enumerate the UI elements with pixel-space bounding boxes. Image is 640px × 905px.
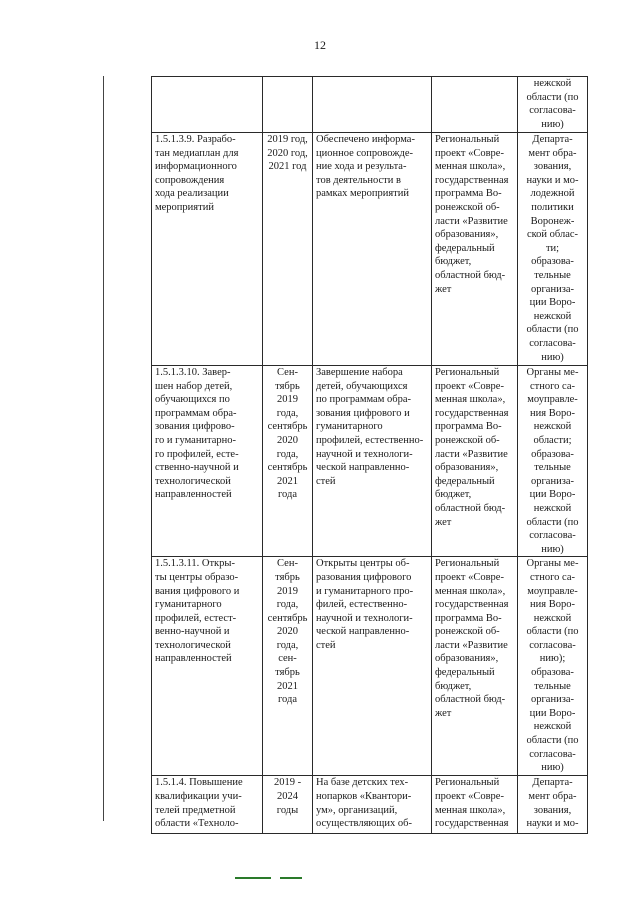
- cell-item: 1.5.1.3.10. Завер- шен набор детей, обучающихся по программам обра- зования цифрово- го и гуманитарно- го профилей, есте- ственно-научной и технологической направленностей: [152, 366, 263, 557]
- cell-result: Открыты центры об- разования цифрового и гуманитарного про- филей, естественно- научной и технологи- ческой направленно- стей: [313, 557, 432, 776]
- cell-executor: Департа- мент обра- зования, науки и мо- лодежной политики Воронеж- ской облас- ти; образова- тельные организа- ции Воро- нежской области (по согласова- нию): [518, 133, 588, 366]
- cell-period: 2019 год, 2020 год, 2021 год: [263, 133, 313, 366]
- cell-period: 2019 - 2024 годы: [263, 776, 313, 834]
- cell-result: [313, 77, 432, 133]
- cell-executor: Органы ме- стного са- моуправле- ния Воро- нежской области (по согласова- нию); образова- тельные организа- ции Воро- нежской области (по согласова- нию): [518, 557, 588, 776]
- cell-source: Региональный проект «Совре- менная школа», государственная программа Во- ронежской об- ласти «Развитие образования», федеральный бюджет, областной бюд- жет: [432, 557, 518, 776]
- table-row: [152, 776, 588, 834]
- cell-source: Региональный проект «Совре- менная школа», государственная программа Во- ронежской об- ласти «Развитие образования», федеральный бюджет, областной бюд- жет: [432, 133, 518, 366]
- cell-period: Сен- тябрь 2019 года, сентябрь 2020 года, сентябрь 2021 года: [263, 366, 313, 557]
- page-number: 12: [314, 38, 326, 52]
- cell-source: [432, 77, 518, 133]
- cell-period: Сен- тябрь 2019 года, сентябрь 2020 года, сен- тябрь 2021 года: [263, 557, 313, 776]
- cell-result: Завершение набора детей, обучающихся по программам обра- зования цифрового и гуманитарного профилей, естественно- научной и технологи- ческой направленно- стей: [313, 366, 432, 557]
- cell-item: 1.5.1.3.9. Разрабо- тан медиаплан для информационного сопровождения хода реализации мероприятий: [152, 133, 263, 366]
- cell-period: [263, 77, 313, 133]
- cell-source: Региональный проект «Совре- менная школа», государственная: [432, 776, 518, 834]
- cell-result: На базе детских тех- нопарков «Квантори- ум», организаций, осуществляющих об-: [313, 776, 432, 834]
- margin-line: [103, 76, 104, 821]
- scan-mark: [280, 877, 302, 879]
- table-row: [152, 77, 588, 133]
- cell-item: [152, 77, 263, 133]
- cell-executor: нежской области (по согласова- нию): [518, 77, 588, 133]
- cell-result: Обеспечено информа- ционное сопровожде- ние хода и результа- тов деятельности в рамках мероприятий: [313, 133, 432, 366]
- cell-source: Региональный проект «Совре- менная школа», государственная программа Во- ронежской об- ласти «Развитие образования», федеральный бюджет, областной бюд- жет: [432, 366, 518, 557]
- table-row: [152, 366, 588, 557]
- cell-executor: Органы ме- стного са- моуправле- ния Воро- нежской области; образова- тельные организа- ции Воро- нежской области (по согласова- нию): [518, 366, 588, 557]
- table-row: [152, 133, 588, 366]
- cell-item: 1.5.1.4. Повышение квалификации учи- телей предметной области «Техноло-: [152, 776, 263, 834]
- scan-mark: [235, 877, 271, 879]
- cell-executor: Департа- мент обра- зования, науки и мо-: [518, 776, 588, 834]
- cell-item: 1.5.1.3.11. Откры- ты центры образо- вания цифрового и гуманитарного профилей, естест- венно-научной и технологической направленностей: [152, 557, 263, 776]
- plan-table: [151, 76, 588, 834]
- table-row: [152, 557, 588, 776]
